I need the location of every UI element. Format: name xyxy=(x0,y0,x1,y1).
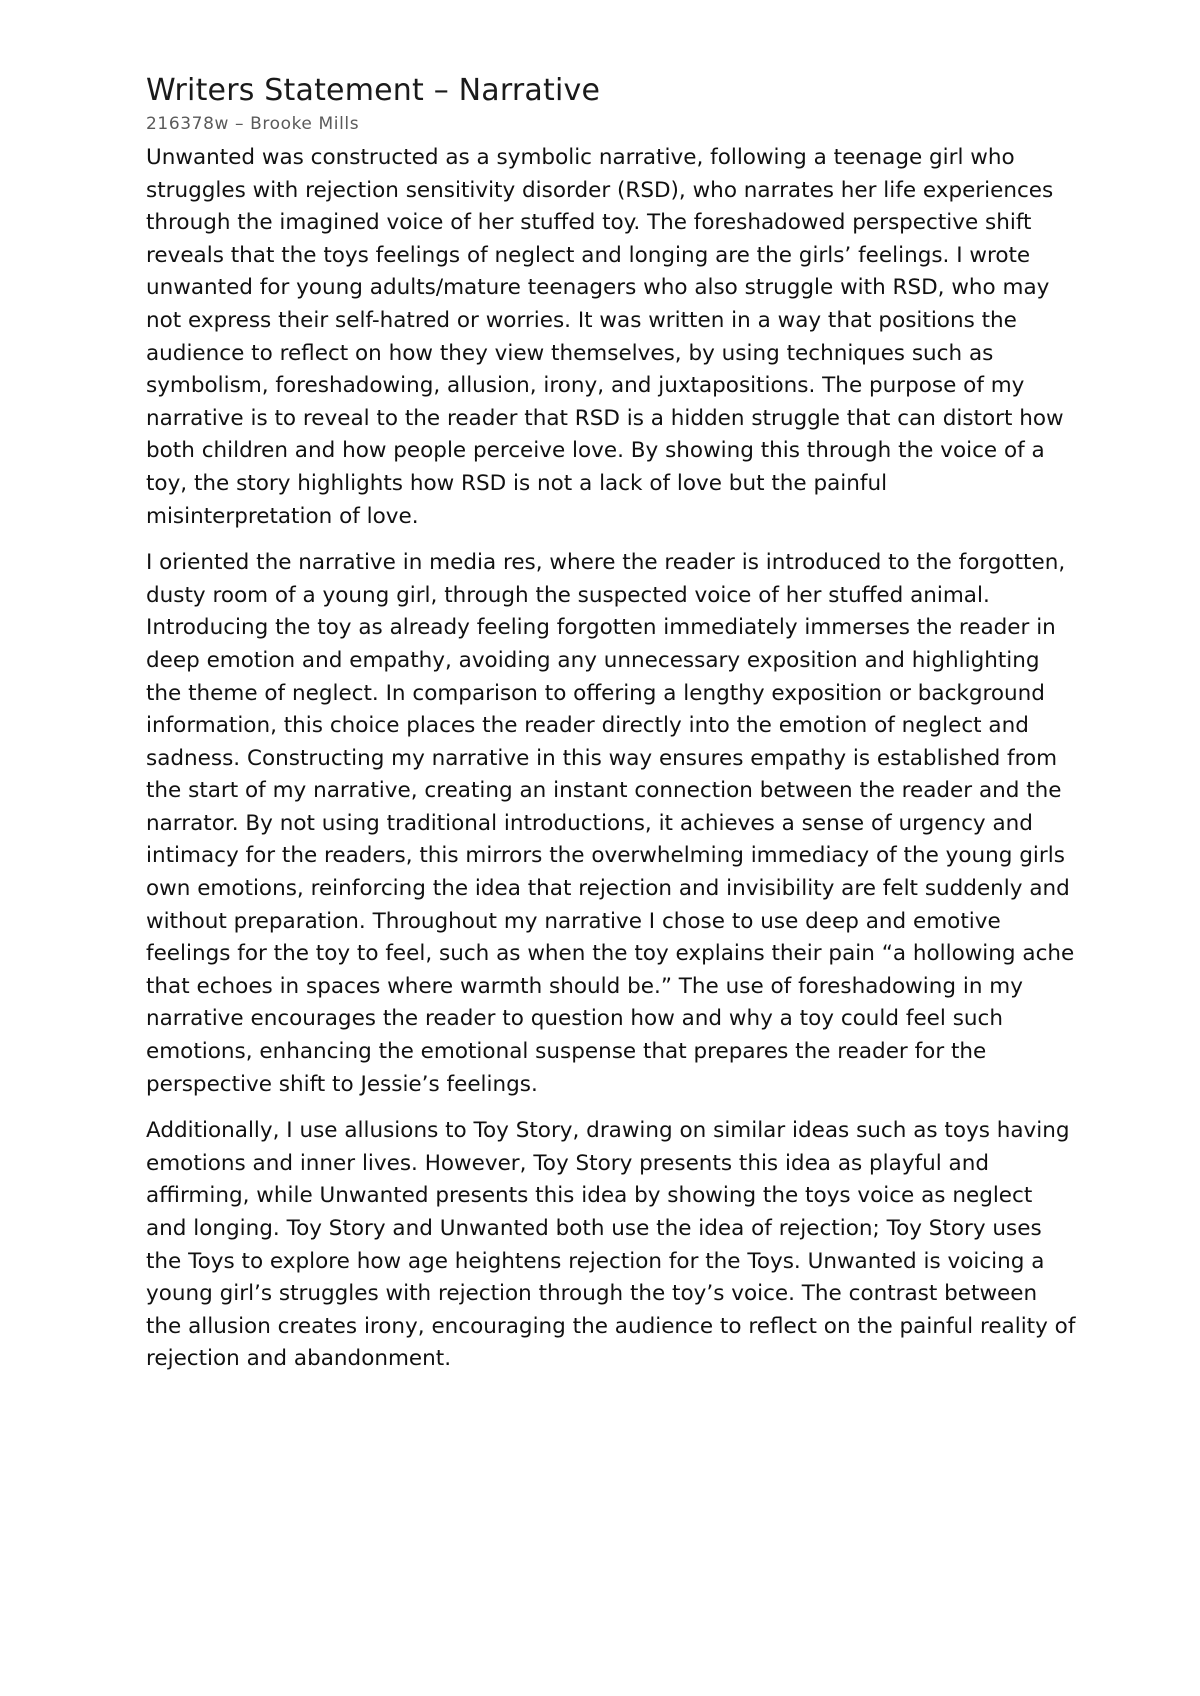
paragraph-3: Additionally, I use allusions to Toy Story, drawing on similar ideas such as toys having emotions and inner lives. However, Toy Story presents this idea as playful and affirming, while Unwanted presents this idea by showing the toys voice as neglect and longing. Toy Story and Unwanted both use the idea of rejection; Toy Story uses the Toys to explore how age heightens rejection for the Toys. Unwanted is voicing a young girl’s struggles with rejection through the toy’s voice. The contrast between the allusion creates irony, encouraging the audience to reflect on the painful reality of rejection and abandonment. xyxy=(146,1118,1076,1372)
document-title: Writers Statement – Narrative xyxy=(146,73,601,108)
document-subtitle: 216378w – Brooke Mills xyxy=(146,114,360,134)
document-page xyxy=(146,70,1076,1390)
paragraph-2: I oriented the narrative in media res, where the reader is introduced to the forgotten, dusty room of a young girl, through the suspected voice of her stuffed animal. Introducing the toy as already feeling forgotten immediately immerses the reader in deep emotion and empathy, avoiding any unnecessary exposition and highlighting the theme of neglect. In comparison to offering a lengthy exposition or background information, this choice places the reader directly into the emotion of neglect and sadness. Constructing my narrative in this way ensures empathy is established from the start of my narrative, creating an instant connection between the reader and the narrator. By not using traditional introductions, it achieves a sense of urgency and intimacy for the readers, this mirrors the overwhelming immediacy of the young girls own emotions, reinforcing the idea that rejection and invisibility are felt suddenly and without preparation. Throughout my narrative I chose to use deep and emotive feelings for the toy to feel, such as when the toy explains their pain “a hollowing ache that echoes in spaces where warmth should be.” The use of foreshadowing in my narrative encourages the reader to question how and why a toy could feel such emotions, enhancing the emotional suspense that prepares the reader for the perspective shift to Jessie’s feelings. xyxy=(146,550,1075,1097)
paragraph-1: Unwanted was constructed as a symbolic narrative, following a teenage girl who struggles with rejection sensitivity disorder (RSD), who narrates her life experiences through the imagined voice of her stuffed toy. The foreshadowed perspective shift reveals that the toys feelings of neglect and longing are the girls’ feelings. I wrote unwanted for young adults/mature teenagers who also struggle with RSD, who may not express their self-hatred or worries. It was written in a way that positions the audience to reflect on how they view themselves, by using techniques such as symbolism, foreshadowing, allusion, irony, and juxtapositions. The purpose of my narrative is to reveal to the reader that RSD is a hidden struggle that can distort how both children and how people perceive love. By showing this through the voice of a toy, the story highlights how RSD is not a lack of love but the painful misinterpretation of love. xyxy=(146,145,1064,529)
